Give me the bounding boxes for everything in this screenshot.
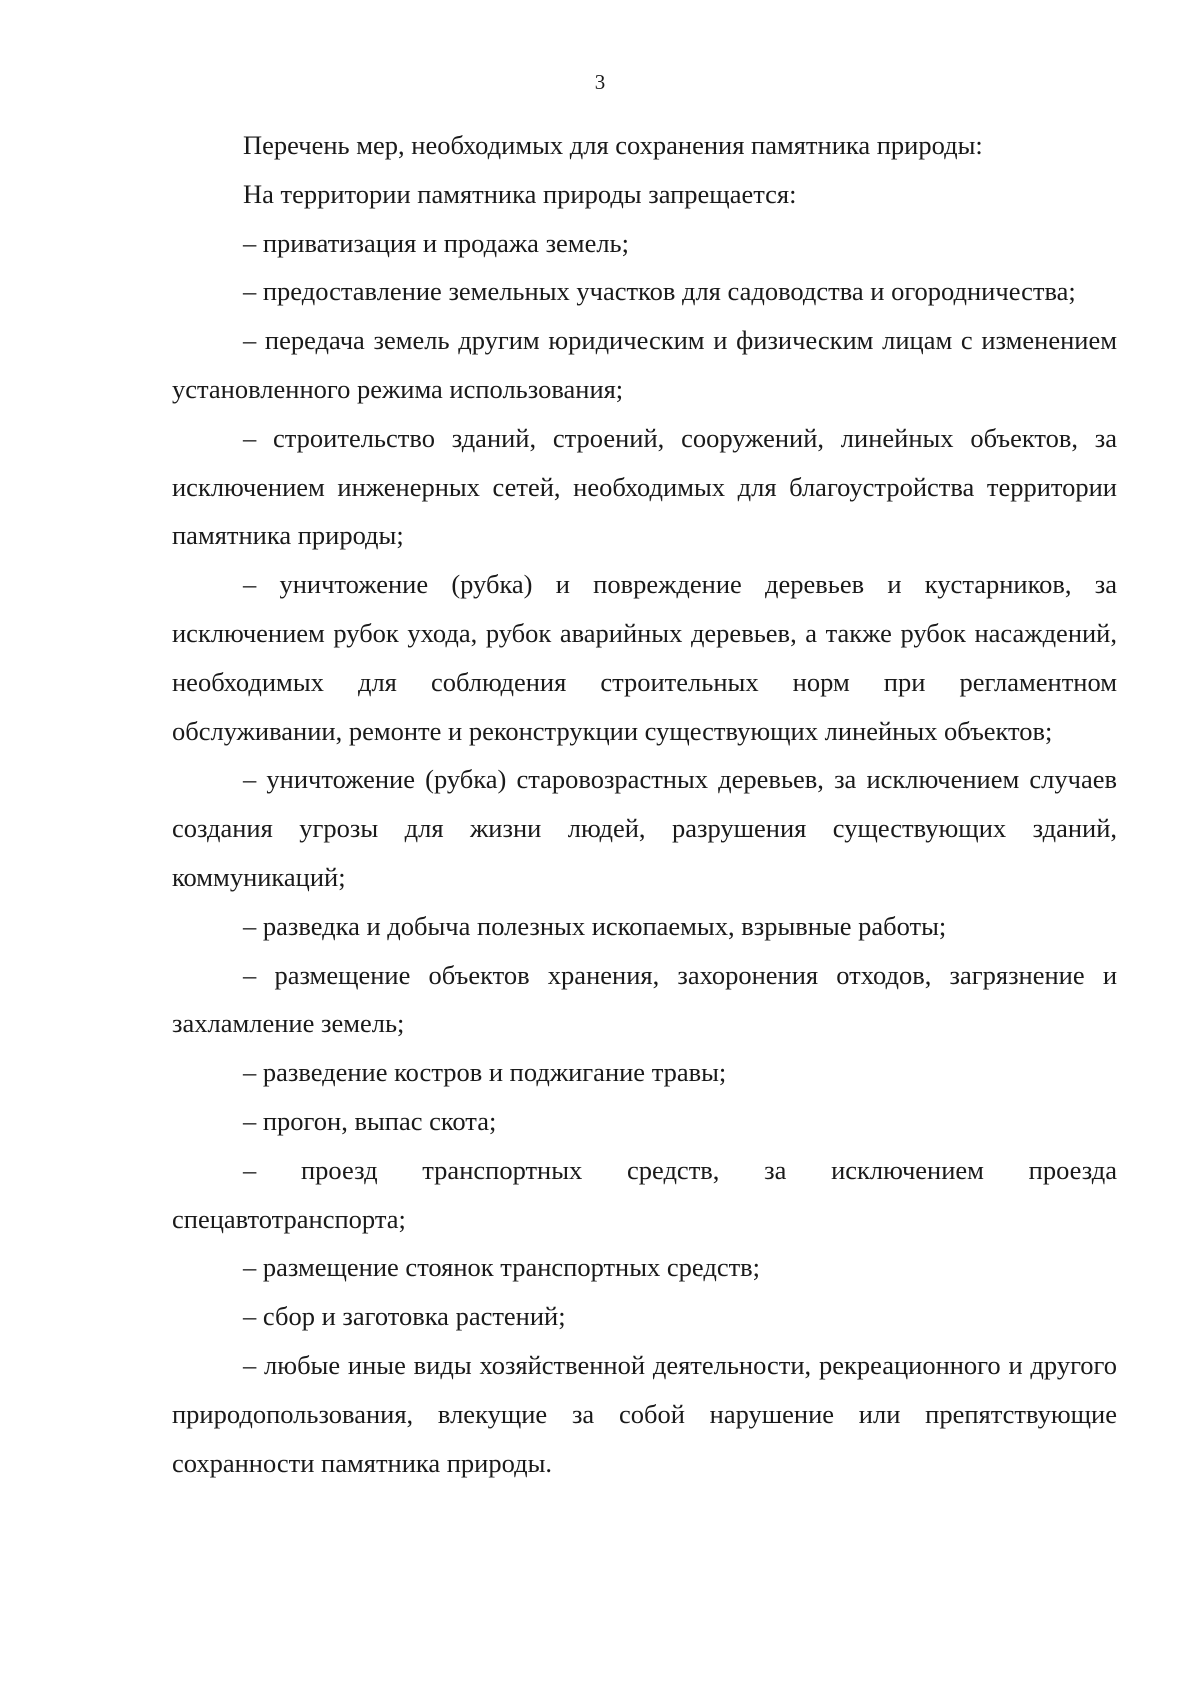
list-item-plant-collection: – сбор и заготовка растений; <box>243 1301 566 1332</box>
list-item-land-plots: – предоставление земельных участков для садоводства и огородничества; <box>243 276 1076 307</box>
paragraph-intro: Перечень мер, необходимых для сохранения памятника природы: <box>243 130 983 160</box>
page-number: 3 <box>594 70 606 94</box>
paragraph-prohibited-heading: На территории памятника природы запрещается: <box>243 178 797 209</box>
document-body <box>172 121 1117 1487</box>
list-item-land-transfer: – передача земель другим юридическим и физическим лицам с изменением установленного режима использования; <box>172 325 1117 404</box>
list-item-construction: – строительство зданий, строений, сооружений, линейных объектов, за исключением инженерных сетей, необходимых для благоустройства территории памятника природы; <box>172 422 1117 551</box>
list-item-waste: – размещение объектов хранения, захоронения отходов, загрязнение и захламление земель; <box>172 959 1117 1039</box>
list-item-vehicle-passage: – проезд транспортных средств, за исключением проезда спецавтотранспорта; <box>172 1154 1117 1234</box>
list-item-mining: – разведка и добыча полезных ископаемых, взрывные работы; <box>243 910 947 941</box>
list-item-other-activities: – любые иные виды хозяйственной деятельности, рекреационного и другого природопользования, влекущие за собой нарушение или препятствующие сохранности памятника природы. <box>172 1349 1117 1478</box>
list-item-fires: – разведение костров и поджигание травы; <box>243 1057 727 1088</box>
list-item-grazing: – прогон, выпас скота; <box>243 1105 497 1136</box>
list-item-parking: – размещение стоянок транспортных средств; <box>243 1252 761 1283</box>
list-item-old-trees: – уничтожение (рубка) старовозрастных деревьев, за исключением случаев создания угрозы для жизни людей, разрушения существующих зданий, коммуникаций; <box>172 764 1117 892</box>
list-item-tree-destruction: – уничтожение (рубка) и повреждение деревьев и кустарников, за исключением рубок ухода, рубок аварийных деревьев, а также рубок насаждений, необходимых для соблюдения строительных норм при регламентном обслуживании, ремонте и реконструкции существующих линейных объектов; <box>172 569 1117 746</box>
list-item-privatization: – приватизация и продажа земель; <box>243 227 629 258</box>
